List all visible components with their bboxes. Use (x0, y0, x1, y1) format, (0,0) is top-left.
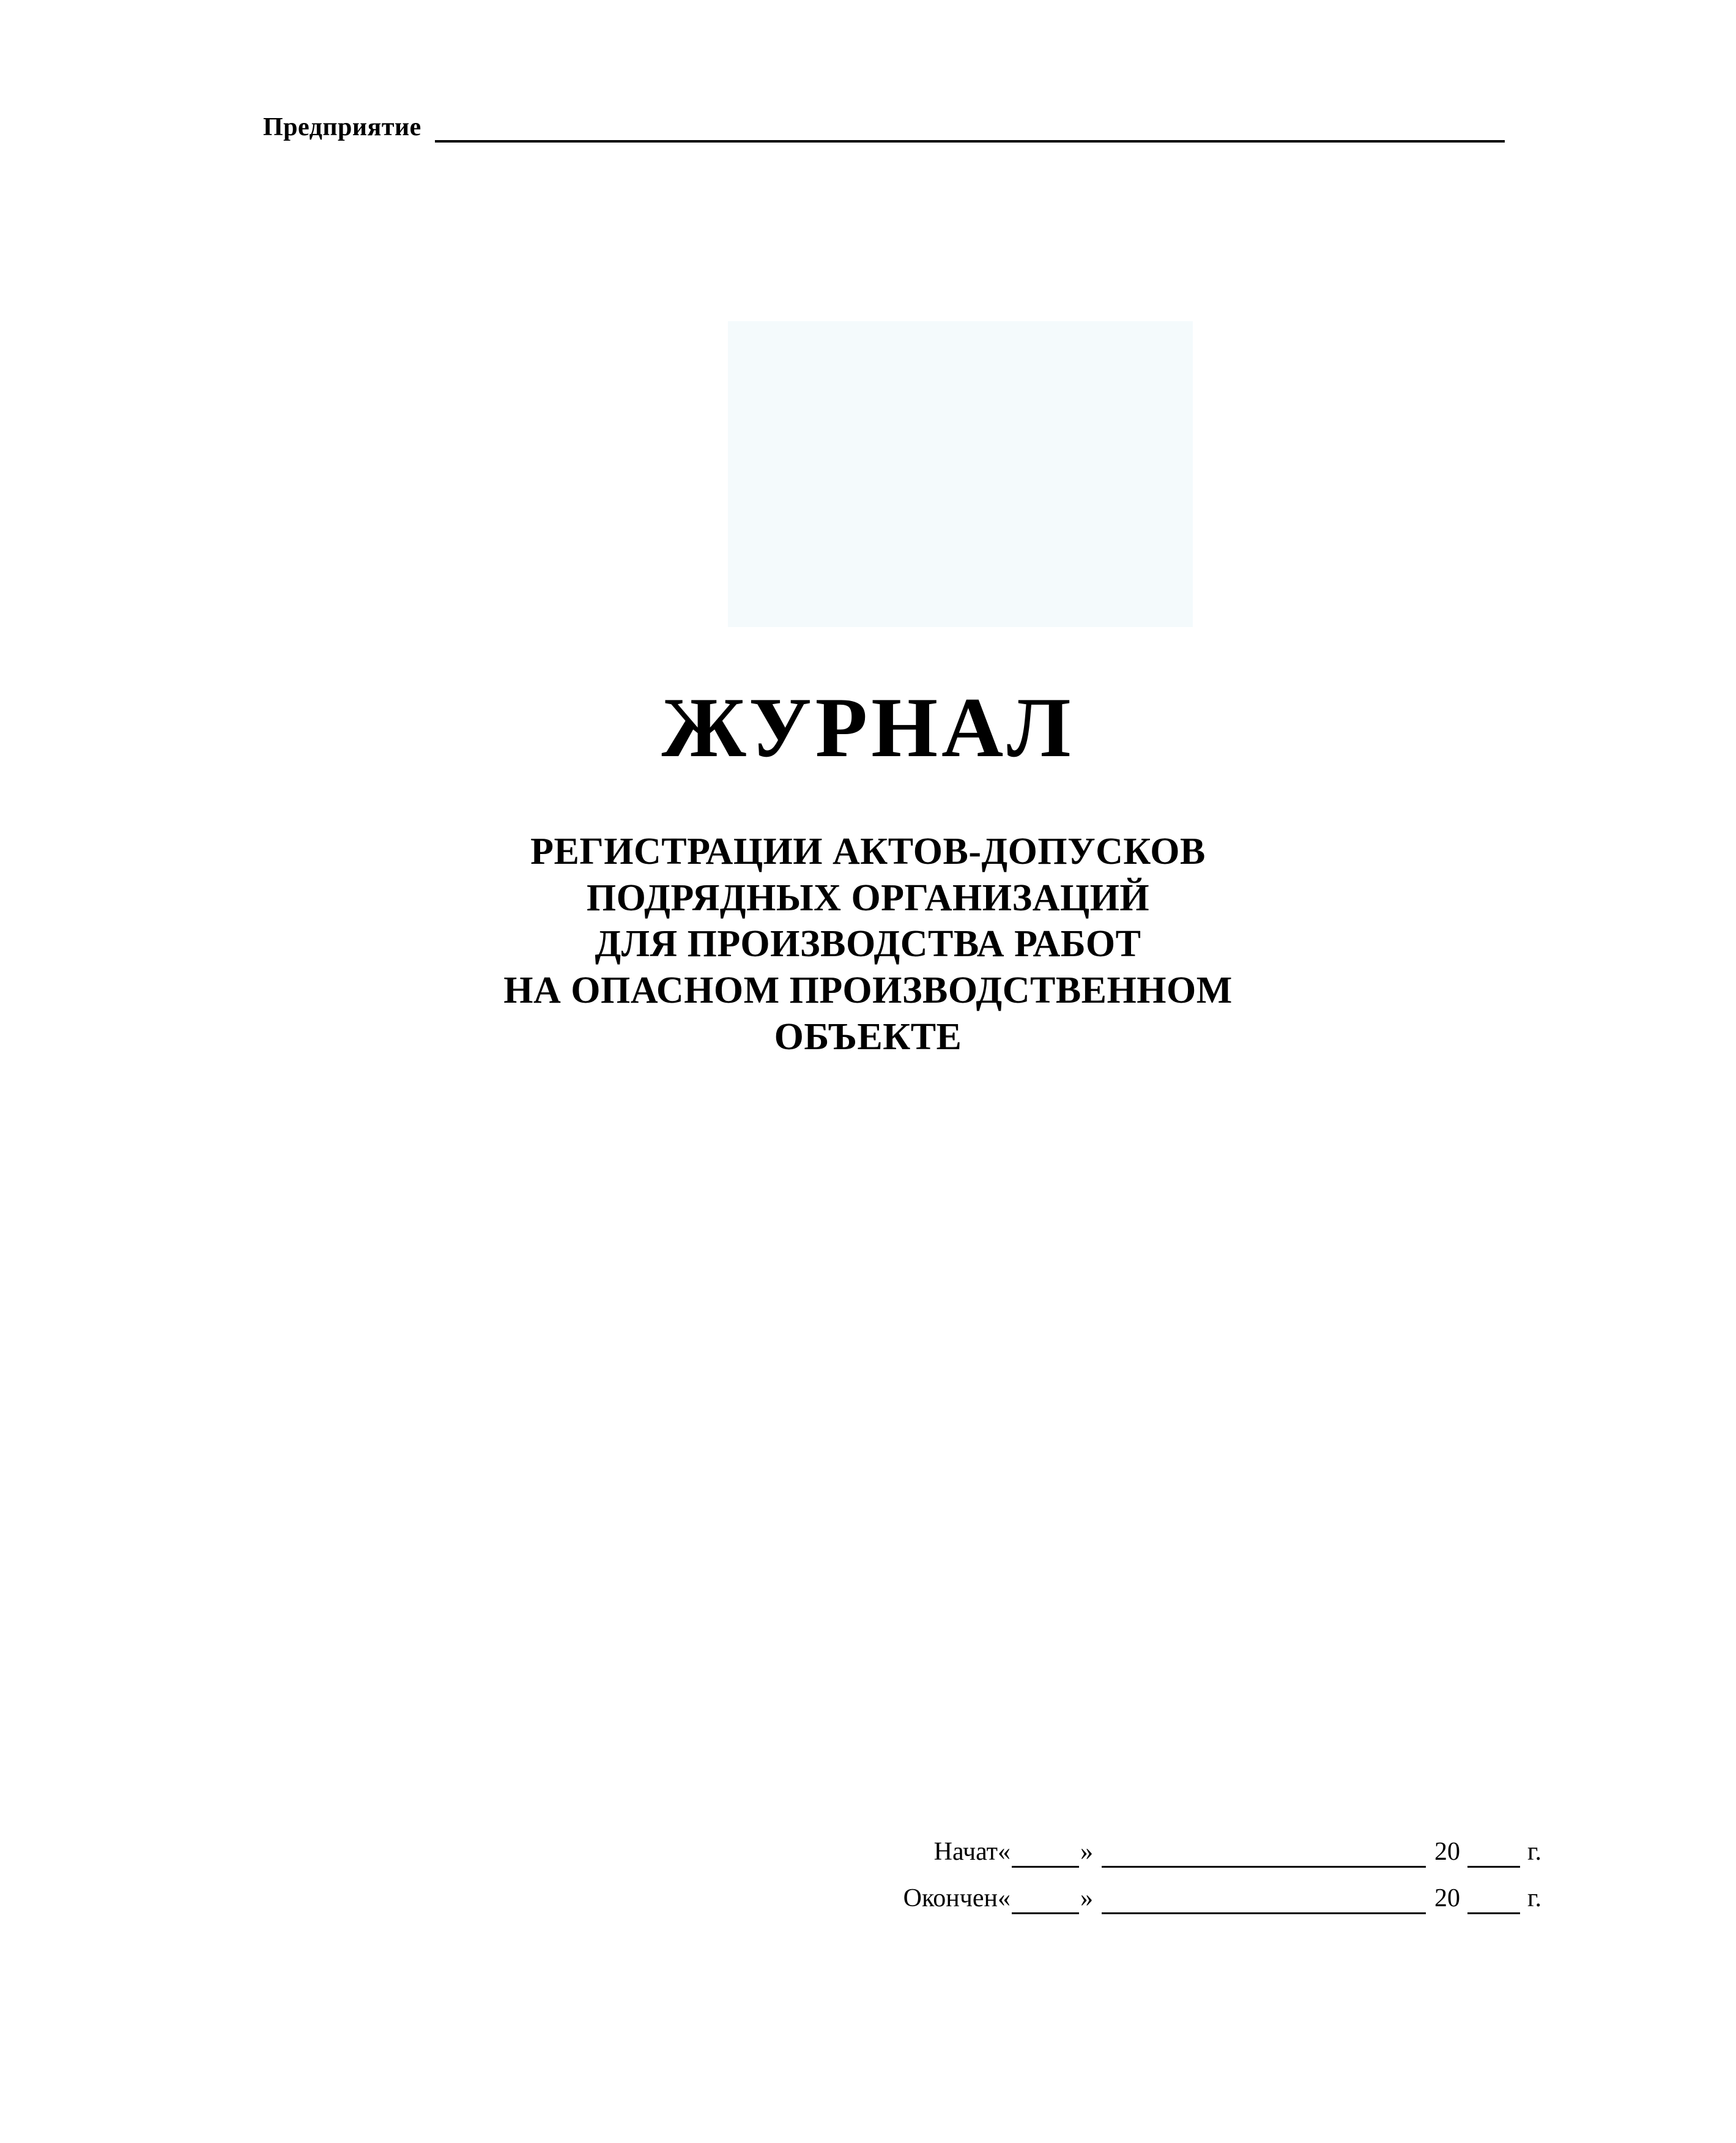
quote-close: » (1080, 1884, 1093, 1913)
date-finished-year-prefix: 20 (1434, 1884, 1460, 1913)
date-finished-year-input[interactable] (1467, 1890, 1520, 1914)
background-watermark-block (728, 321, 1193, 627)
date-finished-month-input[interactable] (1102, 1890, 1426, 1914)
date-finished-row (807, 1885, 1541, 1914)
date-finished-day-input[interactable] (1012, 1890, 1079, 1914)
enterprise-label: Предприятие (263, 113, 421, 141)
date-started-day-input[interactable] (1012, 1844, 1079, 1868)
date-finished-year-suffix: г. (1527, 1884, 1541, 1913)
date-started-year-prefix: 20 (1434, 1838, 1460, 1866)
page-subtitle-line: РЕГИСТРАЦИИ АКТОВ-ДОПУСКОВ (530, 831, 1206, 872)
quote-open: « (998, 1884, 1011, 1913)
date-started-month-input[interactable] (1102, 1844, 1426, 1868)
date-started-label: Начат (933, 1838, 998, 1866)
enterprise-input-line[interactable] (435, 113, 1505, 143)
page-title: ЖУРНАЛ (661, 680, 1075, 775)
date-started-year-suffix: г. (1527, 1838, 1541, 1866)
page-subtitle-line: ОБЪЕКТЕ (774, 1016, 962, 1058)
page-subtitle-line: НА ОПАСНОМ ПРОИЗВОДСТВЕННОМ (503, 969, 1233, 1011)
page-subtitle-line: ДЛЯ ПРОИЗВОДСТВА РАБОТ (595, 923, 1141, 965)
quote-open: « (998, 1838, 1011, 1866)
page-subtitle (348, 829, 1388, 1060)
page-subtitle-line: ПОДРЯДНЫХ ОРГАНИЗАЦИЙ (586, 877, 1150, 919)
date-fields (807, 1838, 1541, 1931)
date-started-row (807, 1838, 1541, 1868)
enterprise-field-row (263, 113, 1505, 143)
quote-close: » (1080, 1838, 1093, 1866)
date-started-year-input[interactable] (1467, 1844, 1520, 1868)
date-finished-label: Окончен (903, 1884, 998, 1913)
